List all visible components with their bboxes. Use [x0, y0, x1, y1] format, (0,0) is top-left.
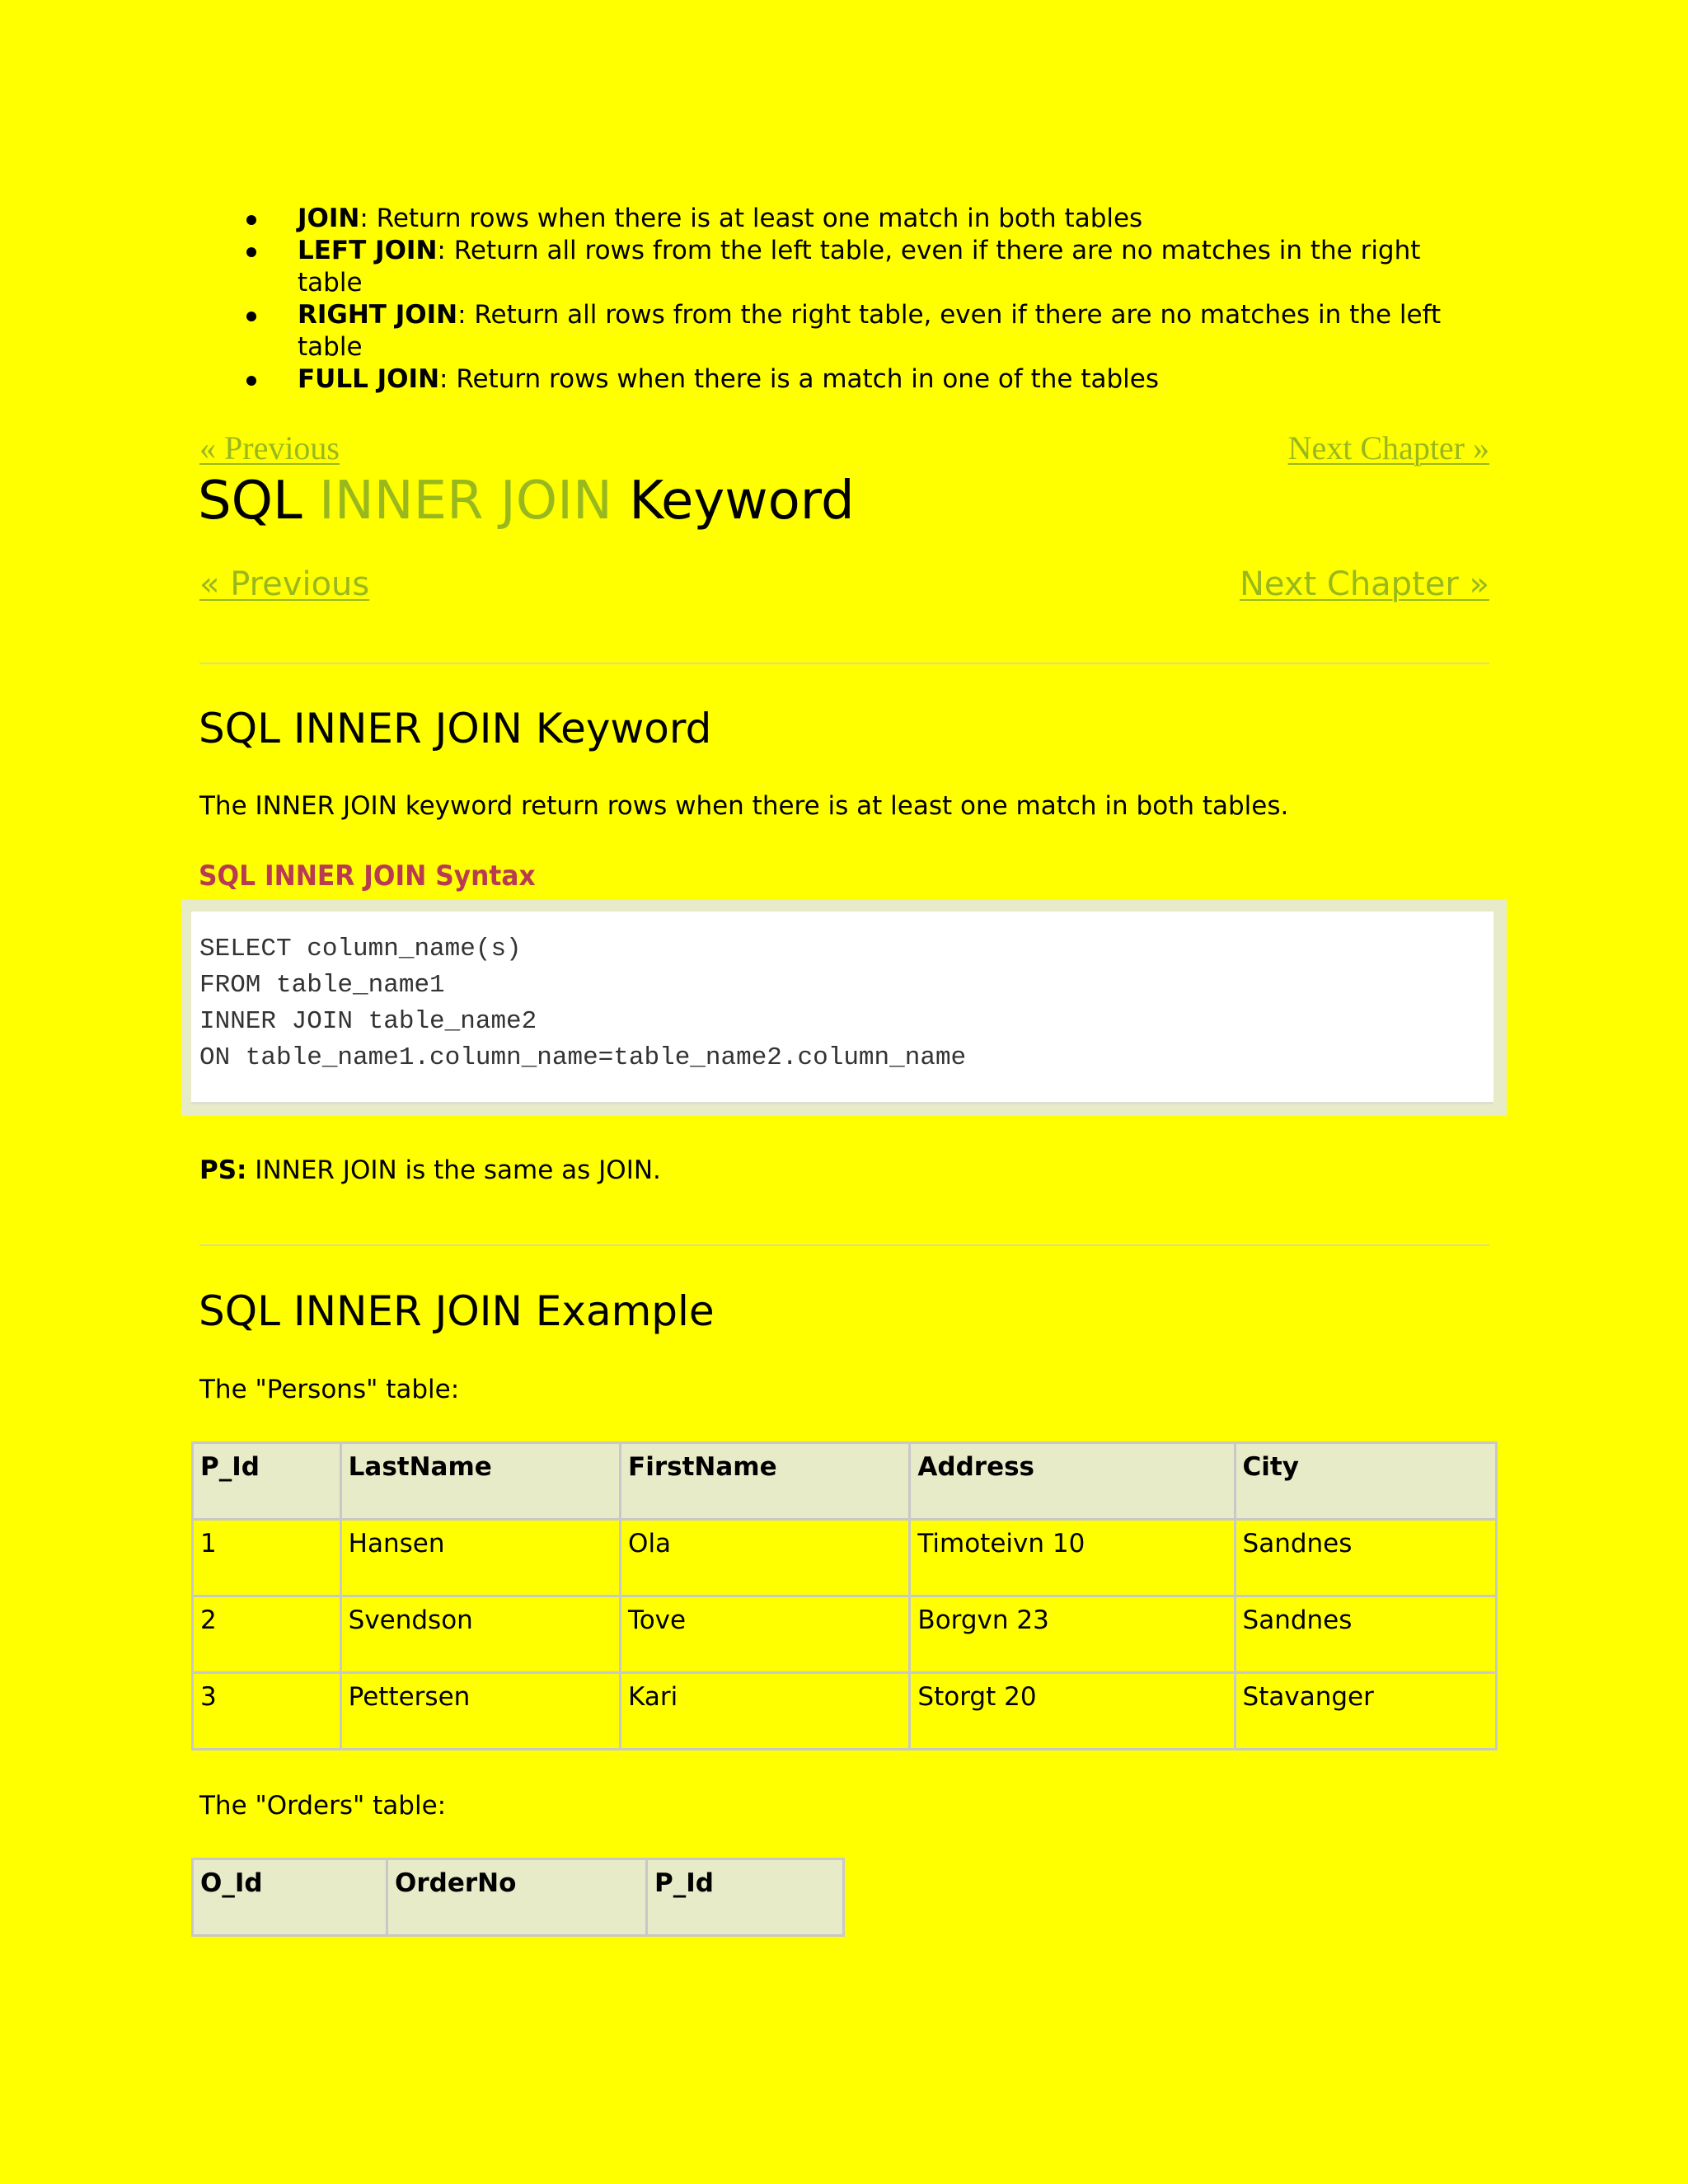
column-header: P_Id [647, 1859, 844, 1936]
table-header-row [193, 1859, 844, 1936]
table-cell: 2 [193, 1596, 341, 1673]
section-heading: SQL INNER JOIN Keyword [199, 705, 712, 752]
orders-caption: The "Orders" table: [199, 1791, 447, 1821]
next-chapter-link[interactable]: Next Chapter » [1239, 565, 1489, 603]
table-cell: Tove [621, 1596, 910, 1673]
join-types-list [298, 203, 1493, 396]
join-desc: : Return rows when there is a match in one of the tables [439, 364, 1160, 394]
previous-link[interactable]: « Previous [199, 565, 370, 603]
persons-table [191, 1441, 1498, 1750]
column-header: OrderNo [387, 1859, 647, 1936]
title-part: Keyword [612, 471, 855, 532]
ps-text: INNER JOIN is the same as JOIN. [246, 1155, 661, 1185]
list-item [298, 203, 1493, 235]
next-chapter-link[interactable]: Next Chapter » [1287, 429, 1489, 466]
intro-paragraph: The INNER JOIN keyword return rows when there is at least one match in both tables. [199, 791, 1289, 821]
code-line: ON table_name1.column_name=table_name2.column_name [199, 1043, 967, 1072]
table-cell: Ola [621, 1520, 910, 1596]
join-desc: : Return all rows from the right table, even if there are no matches in the left table [298, 300, 1442, 362]
title-part: SQL [198, 471, 319, 532]
list-item [298, 363, 1493, 396]
code-example-box [181, 900, 1507, 1116]
join-term: RIGHT JOIN [298, 300, 458, 330]
section-heading: SQL INNER JOIN Example [199, 1287, 715, 1335]
table-cell: Pettersen [340, 1673, 620, 1750]
previous-link[interactable]: « Previous [199, 429, 340, 466]
table-row [193, 1596, 1497, 1673]
bullet-icon [246, 215, 256, 225]
code-line: INNER JOIN table_name2 [199, 1007, 537, 1036]
table-header-row [193, 1443, 1497, 1520]
join-term: JOIN [298, 204, 360, 233]
bullet-icon [246, 312, 256, 321]
divider [199, 663, 1489, 664]
divider [199, 1244, 1489, 1246]
column-header: Address [910, 1443, 1235, 1520]
column-header: FirstName [621, 1443, 910, 1520]
column-header: P_Id [193, 1443, 341, 1520]
persons-caption: The "Persons" table: [199, 1375, 460, 1404]
table-cell: Storgt 20 [910, 1673, 1235, 1750]
chapter-nav [199, 564, 1489, 605]
join-term: FULL JOIN [298, 364, 440, 394]
table-row [193, 1520, 1497, 1596]
table-cell: 3 [193, 1673, 341, 1750]
code-block [191, 912, 1493, 1104]
ps-note [199, 1154, 661, 1187]
table-cell: Stavanger [1235, 1673, 1496, 1750]
table-row [193, 1673, 1497, 1750]
column-header: O_Id [193, 1859, 387, 1936]
page-title [198, 468, 855, 534]
code-line: SELECT column_name(s) [199, 935, 522, 963]
column-header: City [1235, 1443, 1496, 1520]
syntax-heading: SQL INNER JOIN Syntax [199, 860, 536, 893]
list-item [298, 235, 1493, 299]
table-cell: Sandnes [1235, 1520, 1496, 1596]
table-cell: 1 [193, 1520, 341, 1596]
list-item [298, 299, 1493, 363]
title-accent: INNER JOIN [319, 471, 612, 532]
chapter-nav-top [199, 428, 1489, 469]
ps-label: PS: [199, 1155, 247, 1185]
bullet-icon [246, 376, 256, 386]
code-line: FROM table_name1 [199, 971, 445, 1000]
table-cell: Hansen [340, 1520, 620, 1596]
code-text [199, 931, 966, 1076]
join-desc: : Return rows when there is at least one match in both tables [359, 204, 1143, 233]
join-term: LEFT JOIN [298, 236, 438, 265]
join-desc: : Return all rows from the left table, even if there are no matches in the right table [298, 236, 1421, 298]
table-cell: Kari [621, 1673, 910, 1750]
table-cell: Borgvn 23 [910, 1596, 1235, 1673]
column-header: LastName [340, 1443, 620, 1520]
bullet-icon [246, 247, 256, 257]
table-cell: Svendson [340, 1596, 620, 1673]
orders-table [191, 1858, 845, 1937]
table-cell: Timoteivn 10 [910, 1520, 1235, 1596]
table-cell: Sandnes [1235, 1596, 1496, 1673]
